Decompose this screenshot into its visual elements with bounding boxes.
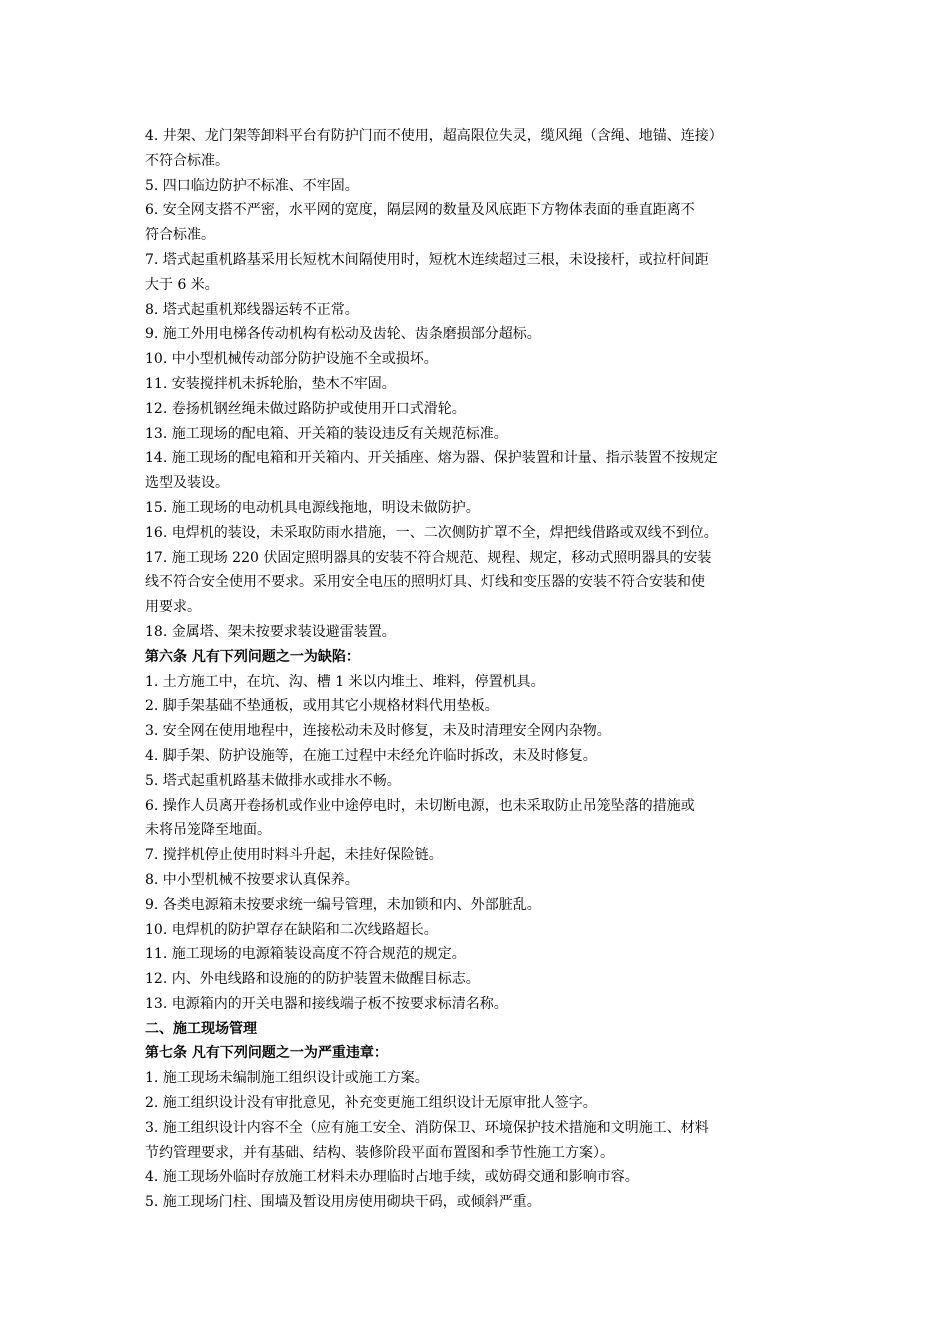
text-line: 11. 安装搅拌机未拆轮胎，垫木不牢固。 <box>145 375 396 392</box>
text-line: 选型及装设。 <box>145 475 229 492</box>
text-line: 7. 搅拌机停止使用时料斗升起，未挂好保险链。 <box>145 847 443 864</box>
text-line: 12. 内、外电线路和设施的的防护装置未做醒目标志。 <box>145 971 480 988</box>
text-line: 6. 安全网支搭不严密，水平网的宽度，隔层网的数量及风底距下方物体表面的垂直距离不 <box>145 202 695 219</box>
text-line: 14. 施工现场的配电箱和开关箱内、开关插座、熔为器、保护装置和计量、指示装置不按规定 <box>145 450 718 467</box>
document-page <box>145 124 813 1215</box>
text-line: 大于 6 米。 <box>145 276 219 293</box>
text-line: 17. 施工现场 220 伏固定照明器具的安装不符合规范、规程、规定，移动式照明器具的安装 <box>145 549 712 566</box>
text-line: 不符合标准。 <box>145 152 229 169</box>
text-line: 18. 金属塔、架未按要求装设避雷装置。 <box>145 623 396 640</box>
text-line: 4. 施工现场外临时存放施工材料未办理临时占地手续，或妨碍交通和影响市容。 <box>145 1169 639 1186</box>
text-line: 线不符合安全使用不要求。采用安全电压的照明灯具、灯线和变压器的安装不符合安装和使 <box>145 574 705 591</box>
text-line: 5. 塔式起重机路基未做排水或排水不畅。 <box>145 772 401 789</box>
text-line: 4. 井架、龙门架等卸料平台有防护门而不使用，超高限位失灵，缆风绳（含绳、地锚、连接） <box>145 128 723 144</box>
section-heading: 第七条 凡有下列问题之一为严重违章： <box>145 1045 388 1062</box>
text-line: 8. 中小型机械不按要求认真保养。 <box>145 871 359 888</box>
text-line: 未将吊笼降至地面。 <box>145 822 271 839</box>
text-line: 9. 施工外用电梯各传动机构有松动及齿轮、齿条磨损部分超标。 <box>145 326 541 343</box>
text-line: 5. 四口临边防护不标准、不牢固。 <box>145 177 359 194</box>
text-line: 2. 脚手架基础不垫通板，或用其它小规格材料代用垫板。 <box>145 698 499 715</box>
text-line: 10. 中小型机械传动部分防护设施不全或损坏。 <box>145 351 438 368</box>
text-line: 符合标准。 <box>145 227 215 244</box>
text-line: 16. 电焊机的装设，未采取防雨水措施，一、二次侧防扩罩不全，焊把线借路或双线不到位。 <box>145 524 718 541</box>
section-heading: 第六条 凡有下列问题之一为缺陷： <box>145 648 360 665</box>
text-line: 10. 电焊机的防护罩存在缺陷和二次线路超长。 <box>145 921 438 938</box>
text-line: 1. 土方施工中，在坑、沟、槽 1 米以内堆土、堆料，停置机具。 <box>145 673 545 690</box>
text-line: 3. 施工组织设计内容不全（应有施工安全、消防保卫、环境保护技术措施和文明施工、材料 <box>145 1119 709 1136</box>
text-line: 12. 卷扬机钢丝绳未做过路防护或使用开口式滑轮。 <box>145 400 466 417</box>
text-line: 3. 安全网在使用地程中，连接松动未及时修复，未及时清理安全网内杂物。 <box>145 723 611 740</box>
text-line: 4. 脚手架、防护设施等，在施工过程中未经允许临时拆改，未及时修复。 <box>145 747 597 764</box>
text-line: 15. 施工现场的电动机具电源线拖地，明设未做防护。 <box>145 499 480 516</box>
text-line: 6. 操作人员离开卷扬机或作业中途停电时，未切断电源，也未采取防止吊笼坠落的措施或 <box>145 797 695 814</box>
text-line: 节约管理要求，并有基础、结构、装修阶段平面布置图和季节性施工方案）。 <box>145 1144 614 1161</box>
text-line: 5. 施工现场门柱、围墙及暂设用房使用砌块干码，或倾斜严重。 <box>145 1194 541 1211</box>
section-heading: 二、施工现场管理 <box>145 1020 257 1037</box>
text-line: 13. 施工现场的配电箱、开关箱的装设违反有关规范标准。 <box>145 425 508 442</box>
text-line: 1. 施工现场未编制施工组织设计或施工方案。 <box>145 1070 429 1087</box>
text-line: 8. 塔式起重机郑线器运转不正常。 <box>145 301 359 318</box>
text-line: 13. 电源箱内的开关电器和接线端子板不按要求标清名称。 <box>145 995 508 1012</box>
text-line: 7. 塔式起重机路基采用长短枕木间隔使用时，短枕木连续超过三根，未设接杆，或拉杆间距 <box>145 251 709 268</box>
text-line: 9. 各类电源箱未按要求统一编号管理，未加锁和内、外部脏乱。 <box>145 896 541 913</box>
text-line: 用要求。 <box>145 599 201 616</box>
text-line: 11. 施工现场的电源箱装设高度不符合规范的规定。 <box>145 946 466 963</box>
text-line: 2. 施工组织设计没有审批意见，补充变更施工组织设计无原审批人签字。 <box>145 1095 597 1112</box>
